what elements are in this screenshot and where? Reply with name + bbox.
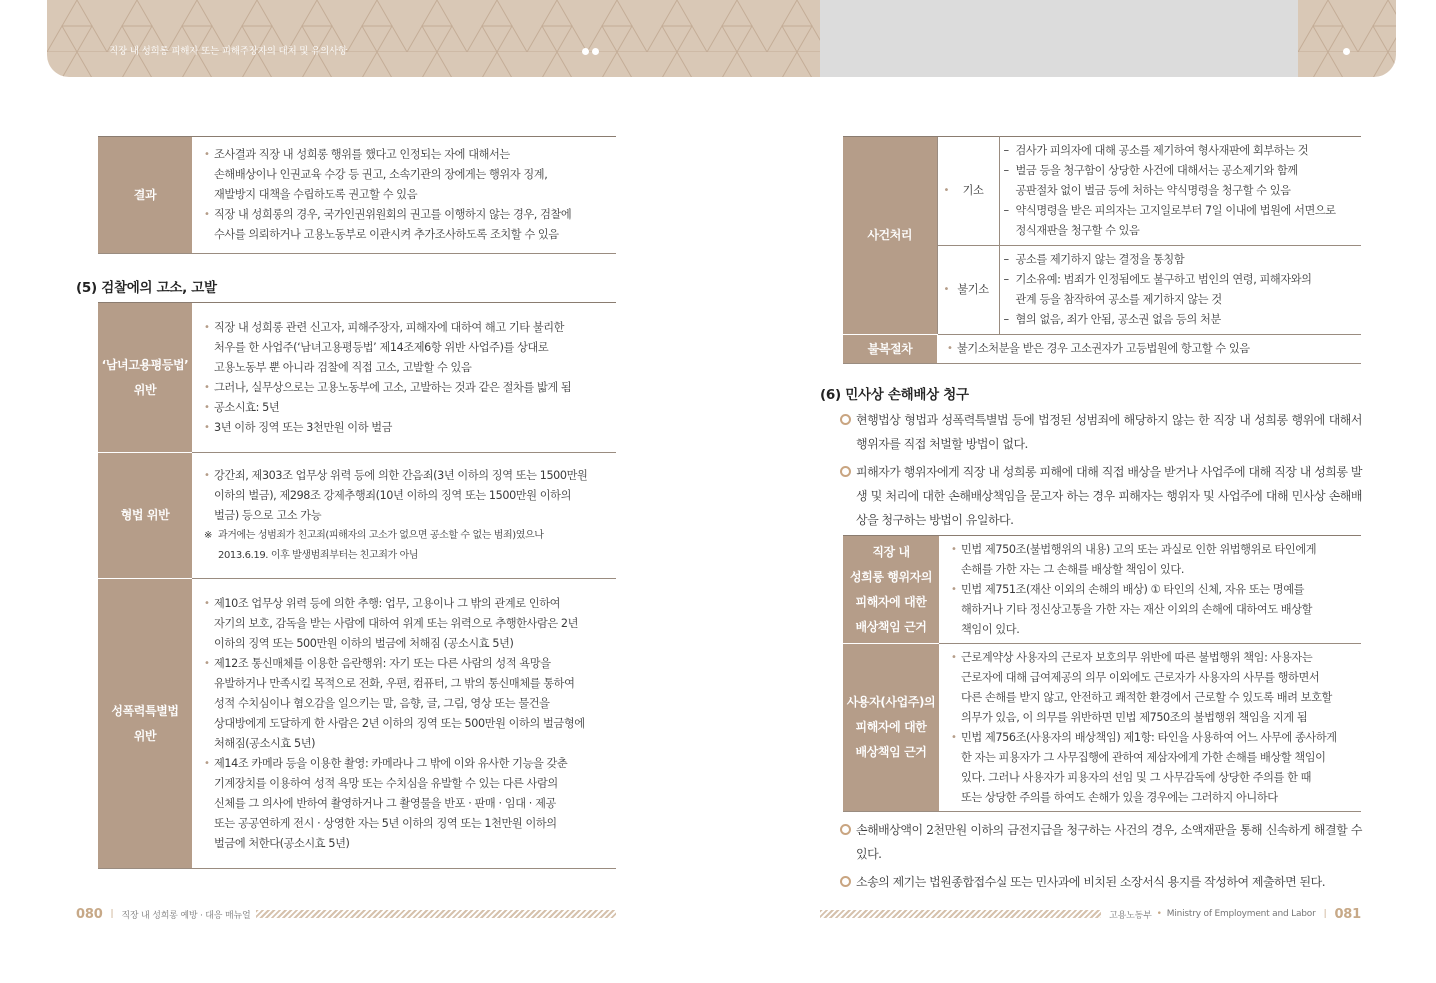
section-6-title: (6) 민사상 손해배상 청구: [820, 387, 969, 403]
list-item: • 직장 내 성희롱 관련 신고자, 피해주장자, 피해자에 대하여 해고 기타 불리한 처우를 한 사업주(‘남녀고용평등법’ 제14조제6항 위반 사업주)를 상대로 고용노동부 뿐 아니라 검찰에 직접 고소, 고발할 수 있음: [204, 318, 610, 378]
case-table: [843, 136, 1361, 364]
footer-hatch: [820, 910, 1101, 918]
row-label: 성폭력특별법 위반: [98, 579, 192, 869]
footer-ministry-kr: 고용노동부: [1109, 910, 1152, 921]
row-content: [192, 303, 616, 453]
paragraph: 현행법상 형법과 성폭력특별법 등에 법정된 성범죄에 해당하지 않는 한 직장 내 성희롱 행위에 대해서 행위자를 직접 처벌할 방법이 없다.: [840, 408, 1362, 456]
footer-right: [820, 906, 1361, 922]
list-item: • 민법 제756조(사용자의 배상책임) 제1항: 타인을 사용하여 어느 사무에 종사하게 한 자는 피용자가 그 사무집행에 관하여 제삼자에게 가한 손해를 배상할 책임이 있다. 그러나 사용자가 피용자의 선임 및 그 사무감독에 상당한 주의를 한 때 또는 상당한 주의를 하여도 손해가 있을 경우에는 그러하지 아니하다: [951, 728, 1357, 808]
list-item: • 민법 제750조(불법행위의 내용) 고의 또는 과실로 인한 위법행위로 타인에게 손해를 가한 자는 그 손해를 배상할 책임이 있다.: [951, 540, 1357, 580]
note: ※ 과거에는 성범죄가 친고죄(피해자의 고소가 없으면 공소할 수 없는 범죄)였으나 2013.6.19. 이후 발생범죄부터는 친고죄가 아님: [204, 526, 610, 566]
row-content: [939, 536, 1361, 644]
row-content: [937, 335, 1361, 364]
table-row: [98, 453, 616, 579]
list-item: • 제12조 통신매체를 이용한 음란행위: 자기 또는 다른 사람의 성적 욕망을 유발하거나 만족시킬 목적으로 전화, 우편, 컴퓨터, 그 밖의 통신매체를 통하여 성적 수치심이나 혐오감을 일으키는 말, 음향, 글, 그림, 영상 또는 물건을 상대방에게 도달하게 한 사람은 2년 이하의 징역 또는 500만원 이하의 벌금형에 처해짐(공소시효 5년): [204, 654, 610, 754]
footer-left: [76, 906, 616, 922]
footer-title: 직장 내 성희롱 예방 · 대응 매뉴얼: [121, 910, 251, 921]
running-title: 직장 내 성희롱 피해자 또는 피해주장자의 대처 및 유의사항: [109, 46, 348, 57]
table-row: [843, 536, 1361, 644]
footer-separator: |: [110, 909, 114, 919]
triangle-pattern: [47, 0, 820, 77]
table-row: [843, 335, 1361, 364]
table-row: [98, 303, 616, 453]
row-content: [939, 644, 1361, 812]
page-dots: [582, 48, 599, 55]
row-content: [192, 453, 616, 579]
footer-ministry-en: Ministry of Employment and Labor: [1166, 909, 1316, 919]
list-item: • 제14조 카메라 등을 이용한 촬영: 카메라나 그 밖에 이와 유사한 기능을 갖춘 기계장치를 이용하여 성적 욕망 또는 수치심을 유발할 수 있는 다른 사람의 신체를 그 의사에 반하여 촬영하거나 그 촬영물을 반포 · 판매 · 임대 · 제공 또는 공공연하게 전시 · 상영한 자는 5년 이하의 징역 또는 1천만원 이하의 벌금에 처한다(공소시효 5년): [204, 754, 610, 854]
row-label: 결과: [98, 137, 192, 254]
table-row: [843, 644, 1361, 812]
footer-separator: |: [1323, 909, 1327, 919]
table-row: [98, 579, 616, 869]
paragraph: 소송의 제기는 법원종합접수실 또는 민사과에 비치된 소장서식 용지를 작성하여 제출하면 된다.: [840, 870, 1362, 894]
list-item: • 근로계약상 사용자의 근로자 보호의무 위반에 따른 불법행위 책임: 사용자는 근로자에 대해 급여제공의 의무 이외에도 근로자가 사용자의 사무를 행하면서 다른 손해를 받지 않고, 안전하고 쾌적한 환경에서 근로할 수 있도록 배려 보호할 의무가 있음, 이 의무를 위반하면 민법 제750조의 불법행위 책임을 지게 됨: [951, 648, 1357, 728]
triangle-pattern: [1298, 0, 1396, 77]
header-banner-right-gray: [820, 0, 1298, 77]
list-item: • 공소시효: 5년: [204, 398, 610, 418]
list-item: • 제10조 업무상 위력 등에 의한 추행: 업무, 고용이나 그 밖의 관계로 인하여 자기의 보호, 감독을 받는 사람에 대하여 위계 또는 위력으로 추행한사람은 2년 이하의 징역 또는 500만원 이하의 벌금에 처해짐 (공소시효 5년): [204, 594, 610, 654]
list-item: • 조사결과 직장 내 성희롱 행위를 했다고 인정되는 자에 대해서는 손해배상이나 인권교육 수강 등 권고, 소속기관의 장에게는 행위자 징계, 재발방지 대책을 수립하도록 권고할 수 있음: [204, 145, 610, 205]
list-item: – 기소유예: 범죄가 인정됨에도 불구하고 범인의 연령, 피해자와의 관계 등을 참작하여 공소를 제기하지 않는 것: [1004, 270, 1356, 310]
list-item: • 불기소처분을 받은 경우 고소권자가 고등법원에 항고할 수 있음: [947, 339, 1355, 359]
list-item: – 약식명령을 받은 피의자는 고지일로부터 7일 이내에 법원에 서면으로 정식재판을 청구할 수 있음: [1004, 201, 1356, 241]
header-banner-right: [1298, 0, 1396, 77]
list-item: – 혐의 없음, 죄가 안됨, 공소권 없음 등의 처분: [1004, 310, 1356, 330]
table-row: [843, 137, 1361, 246]
paragraph: 손해배상액이 2천만원 이하의 금전지급을 청구하는 사건의 경우, 소액재판을 통해 신속하게 해결할 수 있다.: [840, 818, 1362, 866]
row-content: [192, 579, 616, 869]
list-item: • 민법 제751조(재산 이외의 손해의 배상) ① 타인의 신체, 자유 또는 명예를 해하거나 기타 정신상고통을 가한 자는 재산 이외의 손해에 대하여도 배상할 책임이 있다.: [951, 580, 1357, 640]
page-number: 080: [76, 906, 103, 922]
footer-dot-icon: •: [1156, 909, 1162, 919]
table-row: [98, 137, 616, 254]
footer-hatch: [256, 910, 616, 918]
row-content: [999, 246, 1361, 335]
row-label: 사용자(사업주)의 피해자에 대한 배상책임 근거: [843, 644, 939, 812]
dot-icon: [582, 48, 589, 55]
row-label: 직장 내 성희롱 행위자의 피해자에 대한 배상책임 근거: [843, 536, 939, 644]
row-label: 형법 위반: [98, 453, 192, 579]
result-table: [98, 136, 616, 254]
list-item: • 강간죄, 제303조 업무상 위력 등에 의한 간음죄(3년 이하의 징역 또는 1500만원 이하의 벌금), 제298조 강제추행죄(10년 이하의 징역 또는 1500만원 이하의 벌금) 등으로 고소 가능: [204, 466, 610, 526]
row-content: [999, 137, 1361, 246]
paragraph: 피해자가 행위자에게 직장 내 성희롱 피해에 대해 직접 배상을 받거나 사업주에 대해 직장 내 성희롱 발생 및 처리에 대한 손해배상책임을 묻고자 하는 경우 피해자는 행위자 및 사업주에 대해 민사상 손해배상을 청구하는 방법이 유일하다.: [840, 460, 1362, 532]
circle-bullet-icon: [840, 414, 851, 425]
list-item: • 3년 이하 징역 또는 3천만원 이하 벌금: [204, 418, 610, 438]
circle-bullet-icon: [840, 466, 851, 477]
row-content: [192, 137, 616, 254]
row-label: 사건처리: [843, 137, 937, 335]
dot-icon: [1343, 48, 1350, 55]
circle-bullet-icon: [840, 824, 851, 835]
section-5-title: (5) 검찰에의 고소, 고발: [76, 280, 217, 296]
list-item: – 공소를 제기하지 않는 결정을 통칭함: [1004, 250, 1356, 270]
row-label: 불복절차: [843, 335, 937, 364]
page-number: 081: [1334, 906, 1361, 922]
sub-label: • 기소: [937, 137, 999, 246]
list-item: – 검사가 피의자에 대해 공소를 제기하여 형사재판에 회부하는 것: [1004, 141, 1356, 161]
list-item: • 그러나, 실무상으로는 고용노동부에 고소, 고발하는 것과 같은 절차를 밟게 됨: [204, 378, 610, 398]
dot-icon: [592, 48, 599, 55]
sub-label: • 불기소: [937, 246, 999, 335]
liability-table: [843, 535, 1361, 812]
prosecution-table: [98, 302, 616, 869]
list-item: – 벌금 등을 청구함이 상당한 사건에 대해서는 공소제기와 함께 공판절차 없이 벌금 등에 처하는 약식명령을 청구할 수 있음: [1004, 161, 1356, 201]
header-banner-left: [47, 0, 820, 77]
circle-bullet-icon: [840, 876, 851, 887]
list-item: • 직장 내 성희롱의 경우, 국가인권위원회의 권고를 이행하지 않는 경우, 검찰에 수사를 의뢰하거나 고용노동부로 이관시켜 추가조사하도록 조치할 수 있음: [204, 205, 610, 245]
row-label: ‘남녀고용평등법’ 위반: [98, 303, 192, 453]
page-dots: [1343, 48, 1350, 55]
